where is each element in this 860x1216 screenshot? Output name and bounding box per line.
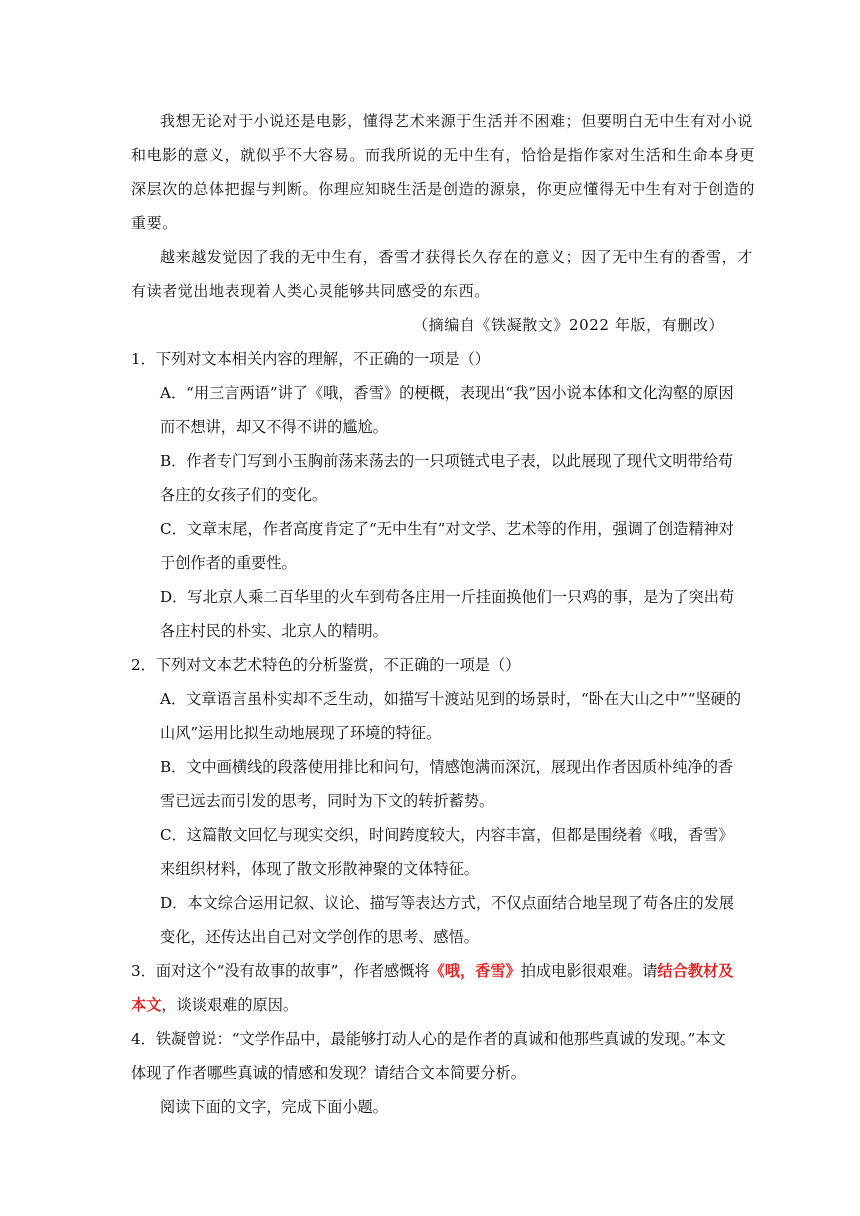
question-4-stem: 4．铁凝曾说：“文学作品中，最能够打动人心的是作者的真诚和他那些真诚的发现。”本文 <box>131 1030 726 1048</box>
q3-highlight-title: 《哦，香雪》 <box>429 962 521 980</box>
q1-option-c-cont: 于创作者的重要性。 <box>160 554 297 572</box>
q3-text: 3．面对这个“没有故事的故事”，作者感慨将 <box>131 962 430 980</box>
source-citation: （摘编自《铁凝散文》2022 年版，有删改） <box>413 316 725 334</box>
q3-highlight: 结合教材及 <box>657 962 734 980</box>
q2-option-d: D．本文综合运用记叙、议论、描写等表达方式，不仅点面结合地呈现了苟各庄的发展 <box>160 894 735 912</box>
passage-line: 我想无论对于小说还是电影，懂得艺术来源于生活并不困难；但要明白无中生有对小说 <box>160 112 753 130</box>
question-3-stem-cont <box>131 994 298 1016</box>
q2-option-c: C．这篇散文回忆与现实交织，时间跨度较大，内容丰富，但都是围绕着《哦，香雪》 <box>160 826 734 844</box>
q1-option-b-cont: 各庄的女孩子们的变化。 <box>160 486 328 504</box>
q2-option-d-cont: 变化，还传达出自己对文学创作的思考、感悟。 <box>160 928 479 946</box>
q2-option-c-cont: 来组织材料，体现了散文形散神聚的文体特征。 <box>160 860 479 878</box>
q3-text: 拍成电影很艰难。请 <box>520 962 658 980</box>
q2-option-b-cont: 雪已远去而引发的思考，同时为下文的转折蓄势。 <box>160 792 495 810</box>
q1-option-a: A．“用三言两语”讲了《哦，香雪》的梗概，表现出“我”因小说本体和文化沟壑的原因 <box>160 384 734 402</box>
passage-line: 有读者觉出地表现着人类心灵能够共同感受的东西。 <box>131 282 490 300</box>
q3-highlight: 本文 <box>131 996 162 1014</box>
question-1-stem: 1．下列对文本相关内容的理解，不正确的一项是（） <box>131 350 490 368</box>
reading-instruction: 阅读下面的文字，完成下面小题。 <box>160 1098 388 1116</box>
q1-option-d: D．写北京人乘二百华里的火车到苟各庄用一斤挂面换他们一只鸡的事，是为了突出苟 <box>160 588 735 606</box>
q1-option-c: C．文章末尾，作者高度肯定了“无中生有”对文学、艺术等的作用，强调了创造精神对 <box>160 520 734 538</box>
question-4-stem-cont: 体现了作者哪些真诚的情感和发现？请结合文本简要分析。 <box>131 1064 526 1082</box>
q2-option-b: B．文中画横线的段落使用排比和问句，情感饱满而深沉，展现出作者因质朴纯净的香 <box>160 758 734 776</box>
passage-line: 和电影的意义，就似乎不大容易。而我所说的无中生有，恰恰是指作家对生活和生命本身更 <box>131 146 756 164</box>
question-3-stem <box>131 960 733 982</box>
passage-line: 深层次的总体把握与判断。你理应知晓生活是创造的源泉，你更应懂得无中生有对于创造的 <box>131 180 756 198</box>
q3-text: ，谈谈艰难的原因。 <box>161 996 299 1014</box>
question-2-stem: 2．下列对文本艺术特色的分析鉴赏，不正确的一项是（） <box>131 656 521 674</box>
q1-option-d-cont: 各庄村民的朴实、北京人的精明。 <box>160 622 388 640</box>
q2-option-a-cont: 山风”运用比拟生动地展现了环境的特征。 <box>160 724 442 742</box>
q1-option-b: B．作者专门写到小玉胸前荡来荡去的一只项链式电子表，以此展现了现代文明带给苟 <box>160 452 734 470</box>
q1-option-a-cont: 而不想讲，却又不得不讲的尴尬。 <box>160 418 388 436</box>
passage-line: 重要。 <box>131 214 178 232</box>
q2-option-a: A．文章语言虽朴实却不乏生动，如描写十渡站见到的场景时，“卧在大山之中”“坚硬的 <box>160 690 742 708</box>
passage-line: 越来越发觉因了我的无中生有，香雪才获得长久存在的意义；因了无中生有的香雪，才 <box>160 248 753 266</box>
